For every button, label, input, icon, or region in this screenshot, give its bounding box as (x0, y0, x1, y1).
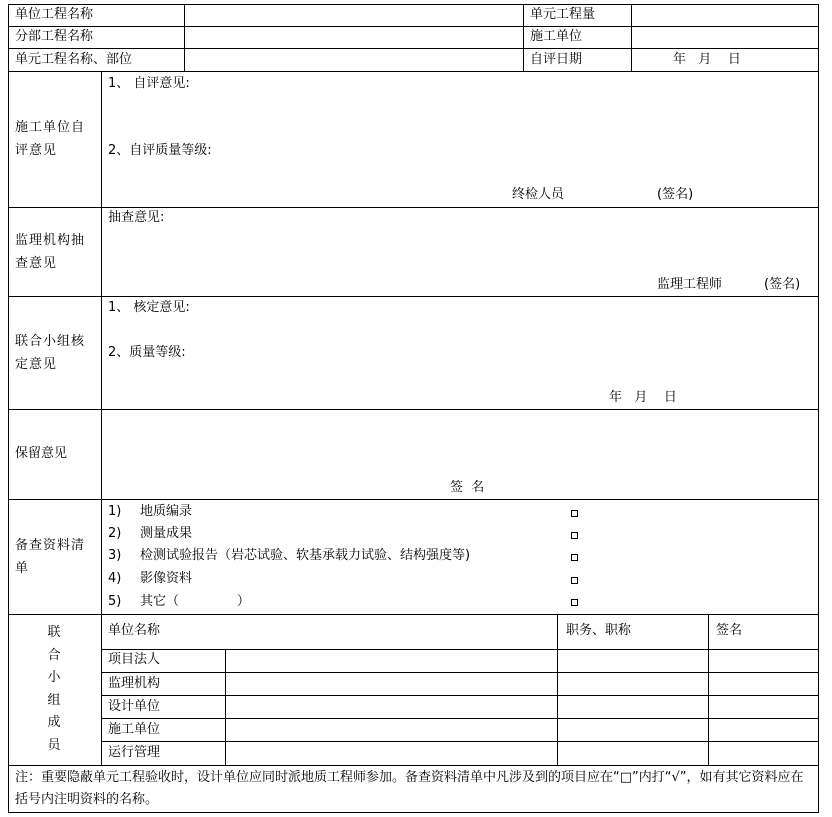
material-num: 1) (108, 504, 122, 519)
self-eval-grade-item: 2、自评质量等级: (108, 143, 212, 158)
reserved-opinion-label: 保留意见 (15, 446, 68, 461)
position-header: 职务、职称 (566, 623, 632, 638)
grid-line (101, 741, 819, 742)
final-inspector-sign: (签名) (657, 187, 694, 202)
quality-grade-item: 2、质量等级: (108, 345, 186, 360)
grid-line (101, 718, 819, 719)
grid-line (8, 4, 9, 813)
grid-line (101, 695, 819, 696)
reserved-opinion-sign: 签 名 (450, 480, 485, 495)
material-other: 其它（ ） (140, 594, 250, 609)
grid-line (557, 614, 558, 766)
members-label-char: 合 (47, 648, 61, 663)
grid-line (8, 26, 819, 27)
material-num: 2) (108, 526, 122, 541)
self-eval-opinion-item: 1、 自评意见: (108, 76, 190, 91)
grid-line (523, 4, 524, 72)
material-survey-results: 测量成果 (140, 526, 193, 541)
grid-line (184, 4, 185, 72)
construction-self-eval-label: 施工单位自评意见 (15, 120, 86, 158)
unit-element-quantity-label: 单元工程量 (530, 7, 596, 22)
grid-line (8, 812, 819, 813)
material-checkbox[interactable] (571, 532, 578, 539)
grid-line (101, 649, 819, 650)
supervision-engineer-sign: (签名) (764, 277, 801, 292)
grid-line (818, 4, 819, 813)
members-label-char: 联 (47, 625, 61, 640)
material-geology-log: 地质编录 (140, 504, 193, 519)
reference-materials-label: 备查资料清单 (15, 538, 86, 576)
grid-line (631, 4, 632, 72)
material-checkbox[interactable] (571, 599, 578, 606)
members-label-char: 组 (47, 693, 61, 708)
supervision-check-label: 监理机构抽查意见 (15, 233, 86, 271)
grid-line (101, 672, 819, 673)
material-checkbox[interactable] (571, 554, 578, 561)
member-row-label: 设计单位 (108, 699, 161, 714)
self-eval-date-value: 年 月 日 (673, 52, 741, 67)
verify-opinion-item: 1、 核定意见: (108, 300, 190, 315)
material-checkbox[interactable] (571, 577, 578, 584)
grid-line (708, 614, 709, 766)
material-num: 5) (108, 594, 122, 609)
final-inspector-label: 终检人员 (512, 187, 565, 202)
supervision-engineer-label: 监理工程师 (657, 277, 723, 292)
signature-header: 签名 (716, 623, 743, 638)
grid-line (8, 409, 819, 410)
member-row-label: 施工单位 (108, 722, 161, 737)
spot-check-opinion-item: 抽查意见: (108, 210, 165, 225)
grid-line (8, 765, 819, 766)
member-row-label: 运行管理 (108, 745, 161, 760)
unit-element-name-location-label: 单元工程名称、部位 (15, 52, 133, 67)
member-row-label: 项目法人 (108, 652, 161, 667)
grid-line (8, 499, 819, 500)
grid-line (8, 207, 819, 208)
construction-unit-label: 施工单位 (530, 29, 583, 44)
grid-line (8, 4, 819, 5)
self-eval-date-label: 自评日期 (530, 52, 583, 67)
verify-date: 年 月 日 (609, 390, 677, 405)
joint-verify-label: 联合小组核定意见 (15, 334, 86, 372)
members-label-char: 员 (47, 738, 61, 753)
grid-line (8, 48, 819, 49)
material-checkbox[interactable] (571, 510, 578, 517)
grid-line (8, 71, 819, 72)
material-num: 4) (108, 571, 122, 586)
material-num: 3) (108, 548, 122, 563)
material-image-data: 影像资料 (140, 571, 193, 586)
members-label-char: 小 (47, 670, 61, 685)
unit-project-name-label: 单位工程名称 (15, 7, 94, 22)
unit-name-header: 单位名称 (108, 623, 161, 638)
material-test-report: 检测试验报告（岩芯试验、软基承载力试验、结构强度等) (140, 548, 471, 563)
grid-line (225, 649, 226, 766)
member-row-label: 监理机构 (108, 676, 161, 691)
grid-line (8, 296, 819, 297)
grid-line (8, 614, 819, 615)
footnote: 注：重要隐蔽单元工程验收时，设计单位应同时派地质工程师参加。备查资料清单中凡涉及到的项目应在“□”内打“√”，如有其它资料应在括号内注明资料的名称。 (15, 770, 804, 807)
grid-line (101, 71, 102, 766)
division-project-name-label: 分部工程名称 (15, 29, 94, 44)
members-label-char: 成 (47, 715, 61, 730)
